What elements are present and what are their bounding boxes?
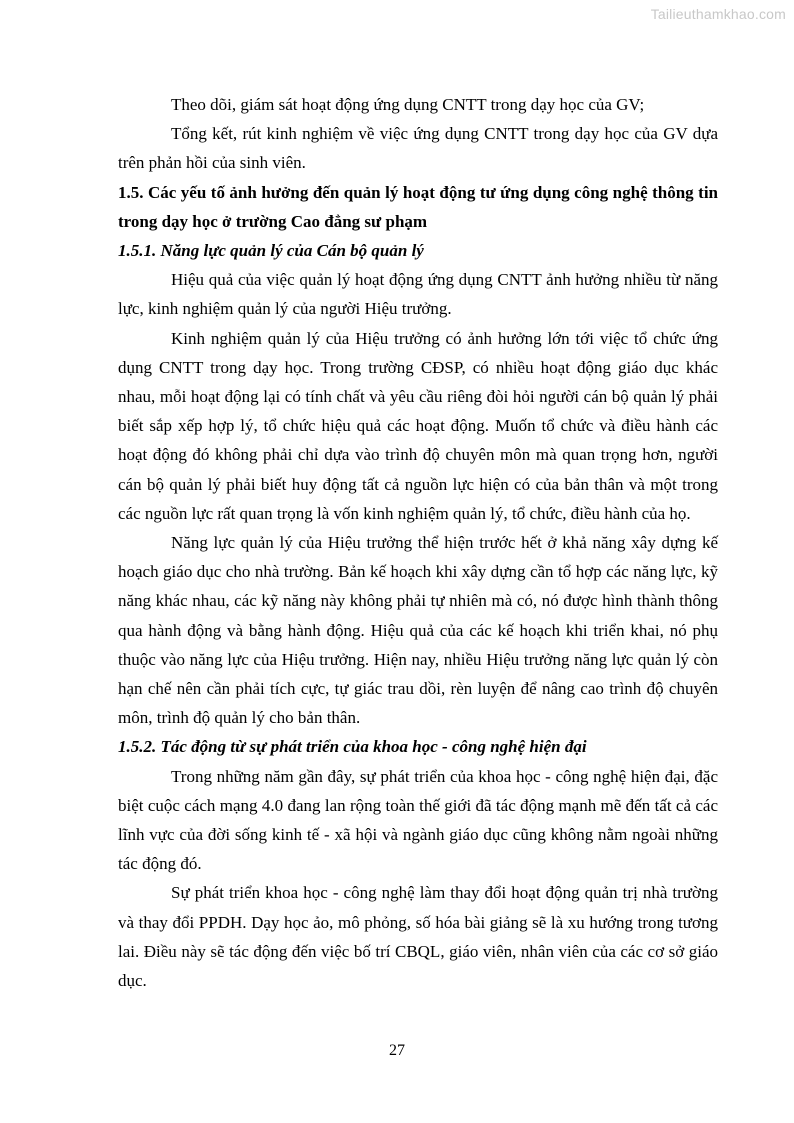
paragraph: Trong những năm gần đây, sự phát triển của khoa học - công nghệ hiện đại, đặc biệt cuộc cách mạng 4.0 đang lan rộng toàn thế giới đã tác động mạnh mẽ đến tất cả các lĩnh vực của đời sống kinh tế - xã hội và ngành giáo dục cũng không nằm ngoài những tác động đó. xyxy=(118,766,718,874)
section-heading-1-5-1: 1.5.1. Năng lực quản lý của Cán bộ quản lý xyxy=(118,241,424,261)
watermark-text: Tailieuthamkhao.com xyxy=(650,6,786,22)
paragraph: Hiệu quả của việc quản lý hoạt động ứng dụng CNTT ảnh hưởng nhiều từ năng lực, kinh nghiệm quản lý của người Hiệu trưởng. xyxy=(118,270,718,319)
page-number: 27 xyxy=(389,1042,405,1059)
paragraph: Theo dõi, giám sát hoạt động ứng dụng CNTT trong dạy học của GV; xyxy=(171,95,645,114)
paragraph: Tổng kết, rút kinh nghiệm về việc ứng dụng CNTT trong dạy học của GV dựa trên phản hồi của sinh viên. xyxy=(118,124,718,173)
paragraph: Kinh nghiệm quản lý của Hiệu trưởng có ảnh hưởng lớn tới việc tổ chức ứng dụng CNTT trong dạy học. Trong trường CĐSP, có nhiều hoạt động giáo dục khác nhau, mỗi hoạt động lại có tính chất và yêu cầu riêng đòi hỏi người cán bộ quản lý phải biết sắp xếp hợp lý, tổ chức hiệu quả các hoạt động. Muốn tổ chức và điều hành các hoạt động đó không phải chỉ dựa vào trình độ chuyên môn mà quan trọng hơn, người cán bộ quản lý phải biết huy động tất cả nguồn lực hiện có của bản thân và một trong các nguồn lực rất quan trọng là vốn kinh nghiệm quản lý, tổ chức, điều hành của họ. xyxy=(118,328,718,523)
section-heading-1-5-2: 1.5.2. Tác động từ sự phát triển của khoa học - công nghệ hiện đại xyxy=(118,737,587,757)
section-heading-1-5: 1.5. Các yếu tố ảnh hưởng đến quản lý hoạt động tư ứng dụng công nghệ thông tin trong dạy học ở trường Cao đẳng sư phạm xyxy=(118,182,718,231)
paragraph: Sự phát triển khoa học - công nghệ làm thay đổi hoạt động quản trị nhà trường và thay đổi PPDH. Dạy học ảo, mô phỏng, số hóa bài giảng sẽ là xu hướng trong tương lai. Điều này sẽ tác động đến việc bố trí CBQL, giáo viên, nhân viên của các cơ sở giáo dục. xyxy=(118,883,718,991)
document-body xyxy=(118,90,718,995)
paragraph: Năng lực quản lý của Hiệu trưởng thể hiện trước hết ở khả năng xây dựng kế hoạch giáo dục cho nhà trường. Bản kế hoạch khi xây dựng cần tổ hợp các năng lực, kỹ năng khác nhau, các kỹ năng này không phải tự nhiên mà có, nó được hình thành thông qua hành động và bằng hành động. Hiệu quả của các kế hoạch khi triển khai, nó phụ thuộc vào năng lực của Hiệu trưởng. Hiện nay, nhiều Hiệu trưởng năng lực quản lý còn hạn chế nên cần phải tích cực, tự giác trau dồi, rèn luyện để nâng cao trình độ chuyên môn, trình độ quản lý cho bản thân. xyxy=(118,533,718,728)
